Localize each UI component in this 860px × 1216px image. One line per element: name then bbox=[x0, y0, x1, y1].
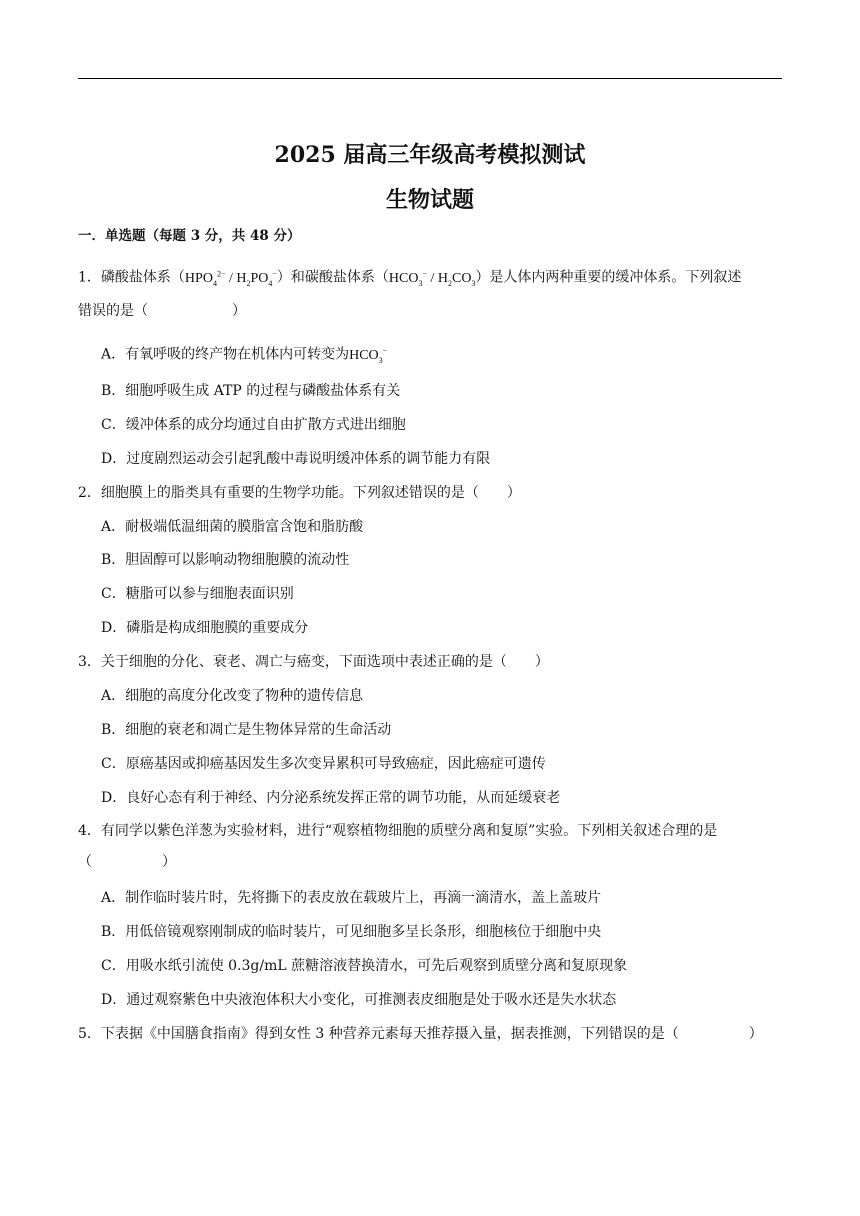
question-2-option-d: D．磷脂是构成细胞膜的重要成分 bbox=[101, 620, 309, 636]
question-3-option-b: B．细胞的衰老和凋亡是生物体异常的生命活动 bbox=[101, 722, 392, 738]
question-1-option-b: B．细胞呼吸生成 ATP 的过程与磷酸盐体系有关 bbox=[101, 383, 401, 399]
question-2-option-c: C．糖脂可以参与细胞表面识别 bbox=[101, 586, 294, 602]
question-4-option-a: A．制作临时装片时，先将撕下的表皮放在载玻片上，再滴一滴清水，盖上盖玻片 bbox=[101, 890, 602, 906]
question-4-stem-line-1: 4．有同学以紫色洋葱为实验材料，进行“观察植物细胞的质壁分离和复原”实验。下列相关叙述合理的是 bbox=[78, 823, 718, 839]
question-4-stem-line-2: （ ） bbox=[78, 854, 176, 870]
question-2-option-b: B．胆固醇可以影响动物细胞膜的流动性 bbox=[101, 552, 350, 568]
exam-title: 2025 届高三年级高考模拟测试 bbox=[274, 142, 586, 168]
exam-subtitle: 生物试题 bbox=[385, 187, 474, 213]
question-4-option-d: D．通过观察紫色中央液泡体积大小变化，可推测表皮细胞是处于吸水还是失水状态 bbox=[101, 992, 617, 1008]
question-2-stem: 2．细胞膜上的脂类具有重要的生物学功能。下列叙述错误的是（ ） bbox=[78, 485, 521, 501]
question-1-option-c: C．缓冲体系的成分均通过自由扩散方式进出细胞 bbox=[101, 417, 406, 433]
question-5-stem: 5．下表据《中国膳食指南》得到女性 3 种营养元素每天推荐摄入量，据表推测，下列错误的是（ ） bbox=[78, 1026, 763, 1042]
formula-bicarbonate: $HCO_3^-$ bbox=[349, 346, 388, 365]
question-3-option-d: D．良好心态有利于神经、内分泌系统发挥正常的调节功能，从而延缓衰老 bbox=[101, 790, 561, 806]
question-4-option-b: B．用低倍镜观察刚制成的临时装片，可见细胞多呈长条形，细胞核位于细胞中央 bbox=[101, 924, 602, 940]
question-3-option-a: A．细胞的高度分化改变了物种的遗传信息 bbox=[101, 688, 364, 704]
question-3-option-c: C．原癌基因或抑癌基因发生多次变异累积可导致癌症，因此癌症可遗传 bbox=[101, 756, 546, 772]
question-2-option-a: A．耐极端低温细菌的膜脂富含饱和脂肪酸 bbox=[101, 519, 364, 535]
question-1-option-a: A．有氧呼吸的终产物在机体内可转变为$HCO_3^-$ bbox=[101, 346, 388, 365]
question-1-option-d: D．过度剧烈运动会引起乳酸中毒说明缓冲体系的调节能力有限 bbox=[101, 451, 491, 467]
formula-carbonate: $HCO_3^- / H_2CO_3$ bbox=[388, 269, 476, 288]
question-4-option-c: C．用吸水纸引流使 0.3g/mL 蔗糖溶液替换清水，可先后观察到质壁分离和复原现象 bbox=[101, 958, 628, 974]
formula-phosphate: $HPO_4^{2-} / H_2PO_4^-$ bbox=[184, 269, 277, 288]
question-1-line-2: 错误的是（ ） bbox=[78, 303, 246, 319]
question-3-stem: 3．关于细胞的分化、衰老、凋亡与癌变，下面选项中表述正确的是（ ） bbox=[78, 654, 549, 670]
header-rule bbox=[78, 78, 782, 79]
section-heading: 一．单选题（每题 3 分，共 48 分） bbox=[78, 228, 301, 244]
question-1-line-1: 1．磷酸盐体系$(HPO_4^{2-} / H_2PO_4^-)$和碳酸盐体系$(HCO_3^- / H_2CO_3)$是人体内两种重要的缓冲体系。下列叙述 bbox=[78, 269, 742, 288]
